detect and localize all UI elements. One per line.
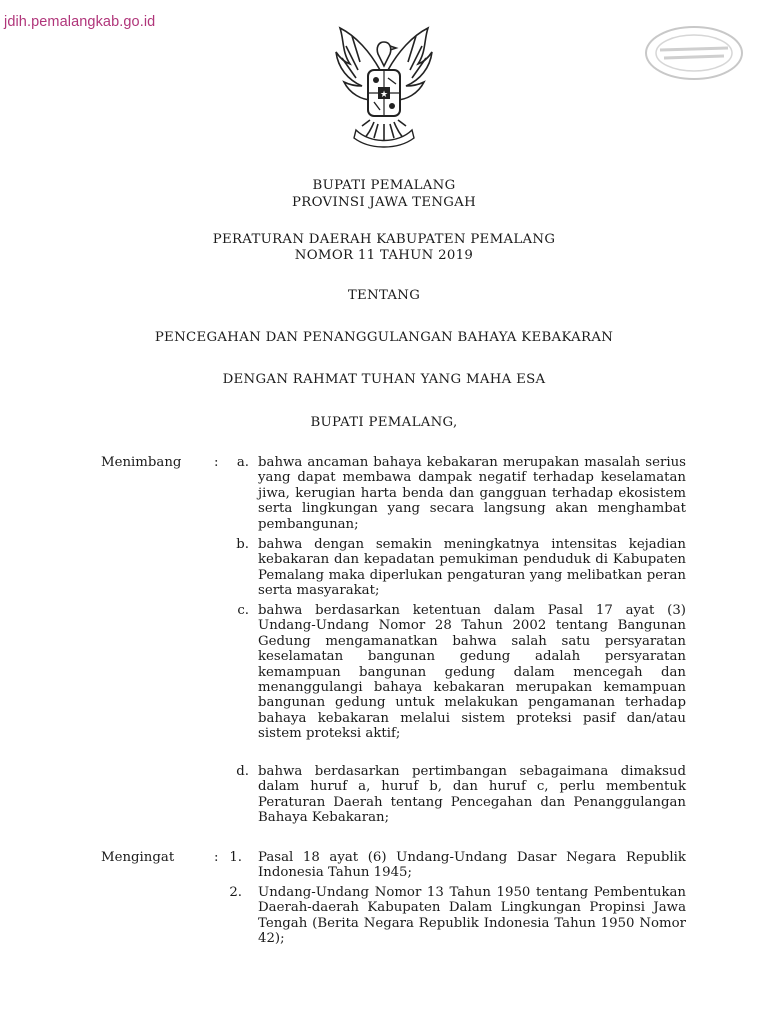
menimbang-colon: : <box>214 455 219 470</box>
regent-title: BUPATI PEMALANG <box>312 178 456 193</box>
regulation-subject: PENCEGAHAN DAN PENANGGULANGAN BAHAYA KEBAKARAN <box>154 330 614 345</box>
mengingat-colon: : <box>214 850 219 865</box>
legal-basis-marker-2: 2. <box>229 885 242 900</box>
legal-basis-2-text: Undang-Undang Nomor 13 Tahun 1950 tentang Pembentukan Daerah-daerah Kabupaten Dalam Lingkungan Propinsi Jawa Tengah (Berita Negara Republik Indonesia Tahun 1950 Nomor 42); <box>258 885 686 947</box>
consideration-marker-a: a. <box>236 455 249 470</box>
regulation-number: NOMOR 11 TAHUN 2019 <box>294 248 474 263</box>
consideration-b-text: bahwa dengan semakin meningkatnya intensitas kejadian kebakaran dan kepadatan pemukiman penduduk di Kabupaten Pemalang maka diperlukan pengaturan yang melibatkan peran serta masyarakat; <box>258 537 686 599</box>
garuda-emblem <box>330 22 438 152</box>
mengingat-label: Mengingat <box>101 850 175 865</box>
regulation-title: PERATURAN DAERAH KABUPATEN PEMALANG <box>212 232 556 247</box>
consideration-d-text: bahwa berdasarkan pertimbangan sebagaimana dimaksud dalam huruf a, huruf b, dan huruf c, perlu membentuk Peraturan Daerah tentang Pencegahan dan Penanggulangan Bahaya Kebakaran; <box>258 764 686 826</box>
watermark-url: jdih.pemalangkab.go.id <box>4 14 156 30</box>
consideration-c-text: bahwa berdasarkan ketentuan dalam Pasal 17 ayat (3) Undang-Undang Nomor 28 Tahun 2002 tentang Bangunan Gedung mengamanatkan bahwa salah satu persyaratan keselamatan bangunan gedung adalah persyaratan kemampuan bangunan gedung dalam mencegah dan menanggulangi bahaya kebakaran merupakan kemampuan bangunan gedung untuk melakukan pengamanan terhadap bahaya kebakaran melalui sistem proteksi pasif dan/atau sistem proteksi aktif; <box>258 603 686 742</box>
consideration-marker-c: c. <box>237 603 249 618</box>
consideration-marker-d: d. <box>236 764 249 779</box>
menimbang-label: Menimbang <box>101 455 182 470</box>
about-heading: TENTANG <box>347 288 421 303</box>
stamp-mark <box>638 18 750 88</box>
legal-basis-marker-1: 1. <box>229 850 242 865</box>
regent-salutation: BUPATI PEMALANG, <box>310 415 458 430</box>
legal-basis-1-text: Pasal 18 ayat (6) Undang-Undang Dasar Negara Republik Indonesia Tahun 1945; <box>258 850 686 881</box>
province-title: PROVINSI JAWA TENGAH <box>292 195 476 210</box>
preamble-blessing: DENGAN RAHMAT TUHAN YANG MAHA ESA <box>222 372 546 387</box>
consideration-a-text: bahwa ancaman bahaya kebakaran merupakan masalah serius yang dapat membawa dampak negatif terhadap keselamatan jiwa, kerugian harta benda dan gangguan terhadap ekosistem serta lingkungan yang secara langsung akan menghambat pembangunan; <box>258 455 686 532</box>
svg-text:★: ★ <box>379 90 389 100</box>
consideration-marker-b: b. <box>236 537 249 552</box>
